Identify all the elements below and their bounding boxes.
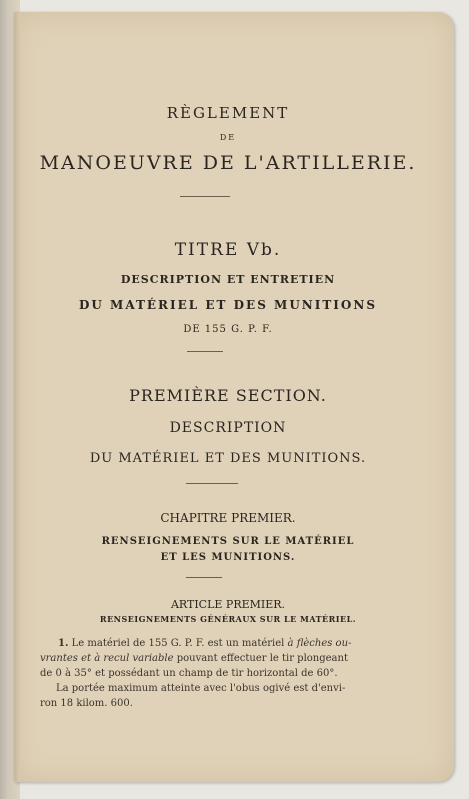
titre-subtitle-1: DESCRIPTION ET ENTRETIEN (120, 273, 336, 286)
section-subtitle-2: DU MATÉRIEL ET DES MUNITIONS. (89, 451, 367, 466)
ornament-rule-4 (186, 577, 222, 578)
header-de: DE (219, 133, 237, 142)
main-title: MANOEUVRE DE L'ARTILLERIE. (39, 152, 417, 174)
chapitre-heading: CHAPITRE PREMIER. (160, 511, 296, 525)
paragraph-1-number: 1. (58, 638, 69, 649)
header-reglement: RÈGLEMENT (166, 104, 290, 122)
paragraph-1-line-2: vrantes et à recul variable pouvant effectuer le tir plongeant (40, 653, 348, 664)
titre-heading: TITRE Vb. (174, 240, 282, 260)
ornament-rule-1 (180, 196, 230, 197)
paragraph-2-line-1: La portée maximum atteinte avec l'obus ogivé est d'envi- (56, 683, 346, 694)
section-subtitle-1: DESCRIPTION (169, 420, 287, 436)
page-gutter (14, 12, 20, 782)
titre-subtitle-3: DE 155 G. P. F. (183, 324, 273, 335)
paragraph-1-line-3: de 0 à 35° et possédant un champ de tir horizontal de 60°. (40, 668, 338, 679)
article-heading: ARTICLE PREMIER. (170, 598, 286, 611)
article-subtitle: RENSEIGNEMENTS GÉNÉRAUX SUR LE MATÉRIEL. (99, 614, 357, 624)
paragraph-1-line-1: 1. Le matériel de 155 G. P. F. est un matériel à flèches ou- (58, 638, 352, 649)
chapitre-subtitle-1: RENSEIGNEMENTS SUR LE MATÉRIEL (101, 536, 355, 547)
chapitre-subtitle-2: ET LES MUNITIONS. (160, 552, 296, 563)
titre-subtitle-2: DU MATÉRIEL ET DES MUNITIONS (78, 298, 378, 312)
ornament-rule-2 (187, 351, 223, 352)
ornament-rule-3 (186, 483, 238, 484)
paragraph-2-line-2: ron 18 kilom. 600. (40, 698, 133, 709)
section-heading: PREMIÈRE SECTION. (129, 386, 327, 405)
